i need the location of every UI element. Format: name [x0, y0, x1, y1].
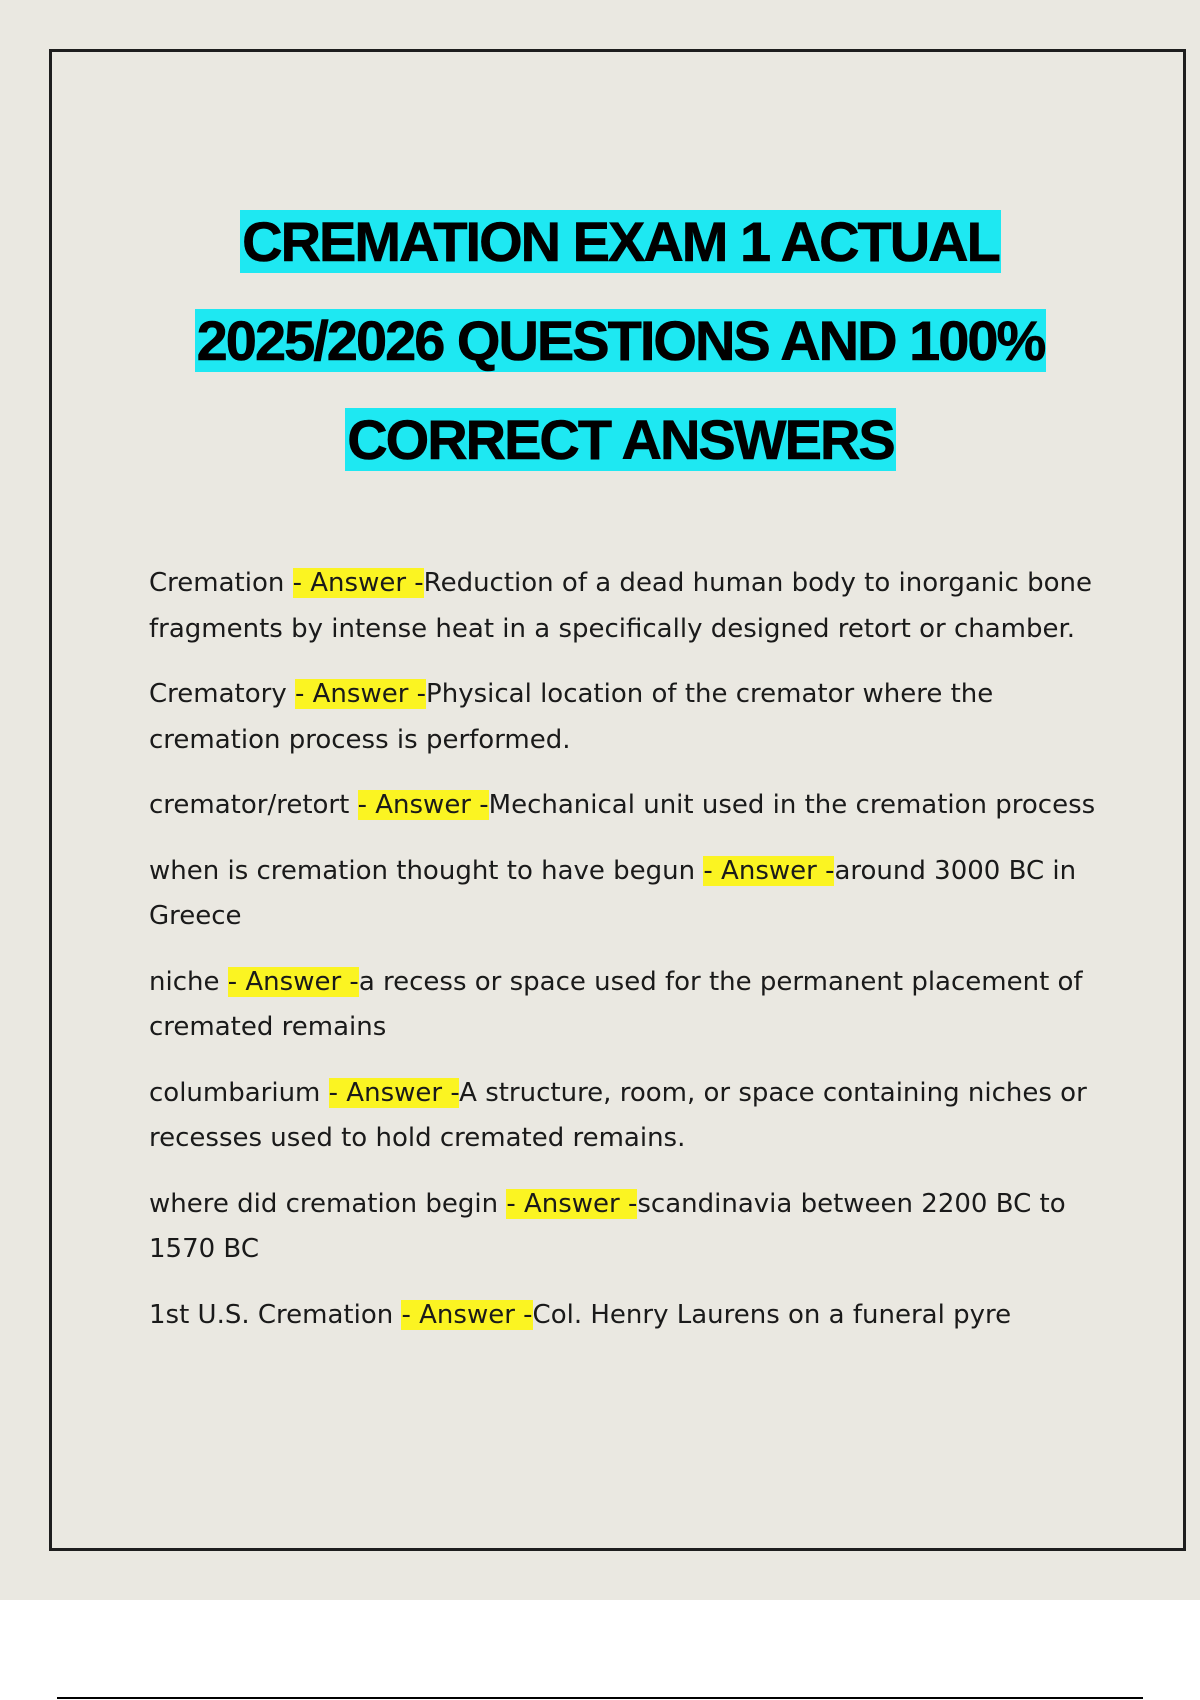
answer-marker: - Answer -	[227, 966, 359, 997]
answer-marker: - Answer -	[292, 568, 424, 598]
answer-marker: - Answer -	[357, 790, 489, 820]
qa-term: niche	[149, 966, 228, 997]
title-line	[52, 192, 1189, 291]
qa-definition: Reduction of a dead human body to inorganic bone fragments by intense heat in a specifically designed retort or chamber.	[149, 568, 1092, 644]
qa-definition: Physical location of the cremator where the cremation process is performed.	[149, 679, 994, 755]
qa-item	[149, 1293, 1129, 1339]
title-line-text: CREMATION EXAM 1 ACTUAL	[242, 210, 999, 273]
qa-definition: A structure, room, or space containing niches or recesses used to hold cremated remains.	[149, 1077, 1087, 1153]
answer-marker: - Answer -	[294, 679, 427, 709]
qa-term: where did cremation begin	[149, 1188, 507, 1219]
qa-item	[149, 1182, 1129, 1273]
answer-marker: - Answer -	[401, 1299, 533, 1330]
qa-term: 1st U.S. Cremation	[149, 1299, 402, 1330]
title-line-text: CORRECT ANSWERS	[347, 408, 894, 471]
qa-item	[149, 849, 1129, 940]
qa-item	[149, 783, 1129, 829]
answer-marker: - Answer -	[703, 855, 835, 886]
answer-marker: - Answer -	[506, 1188, 638, 1219]
page-border-frame	[49, 49, 1186, 1551]
question-answer-list	[149, 561, 1129, 1358]
answer-marker: - Answer -	[328, 1077, 460, 1108]
qa-item	[149, 1071, 1129, 1162]
qa-definition: scandinavia between 2200 BC to 1570 BC	[149, 1188, 1066, 1264]
qa-item	[149, 960, 1129, 1051]
qa-item	[149, 561, 1129, 652]
qa-term: Crematory	[149, 679, 295, 709]
title-line-text: 2025/2026 QUESTIONS AND 100%	[196, 309, 1045, 372]
qa-definition: Col. Henry Laurens on a funeral pyre	[532, 1299, 1012, 1330]
bottom-divider	[57, 1697, 1143, 1699]
qa-term: when is cremation thought to have begun	[149, 855, 704, 886]
qa-term: Cremation	[149, 568, 293, 598]
title-line	[52, 390, 1189, 489]
qa-definition: around 3000 BC in Greece	[149, 855, 1077, 931]
title-line	[52, 291, 1189, 390]
qa-item	[149, 672, 1129, 763]
qa-term: columbarium	[149, 1077, 329, 1108]
qa-definition: Mechanical unit used in the cremation process	[488, 790, 1096, 820]
qa-term: cremator/retort	[149, 790, 358, 820]
document-title	[52, 192, 1189, 489]
qa-definition: a recess or space used for the permanent placement of cremated remains	[149, 966, 1083, 1042]
